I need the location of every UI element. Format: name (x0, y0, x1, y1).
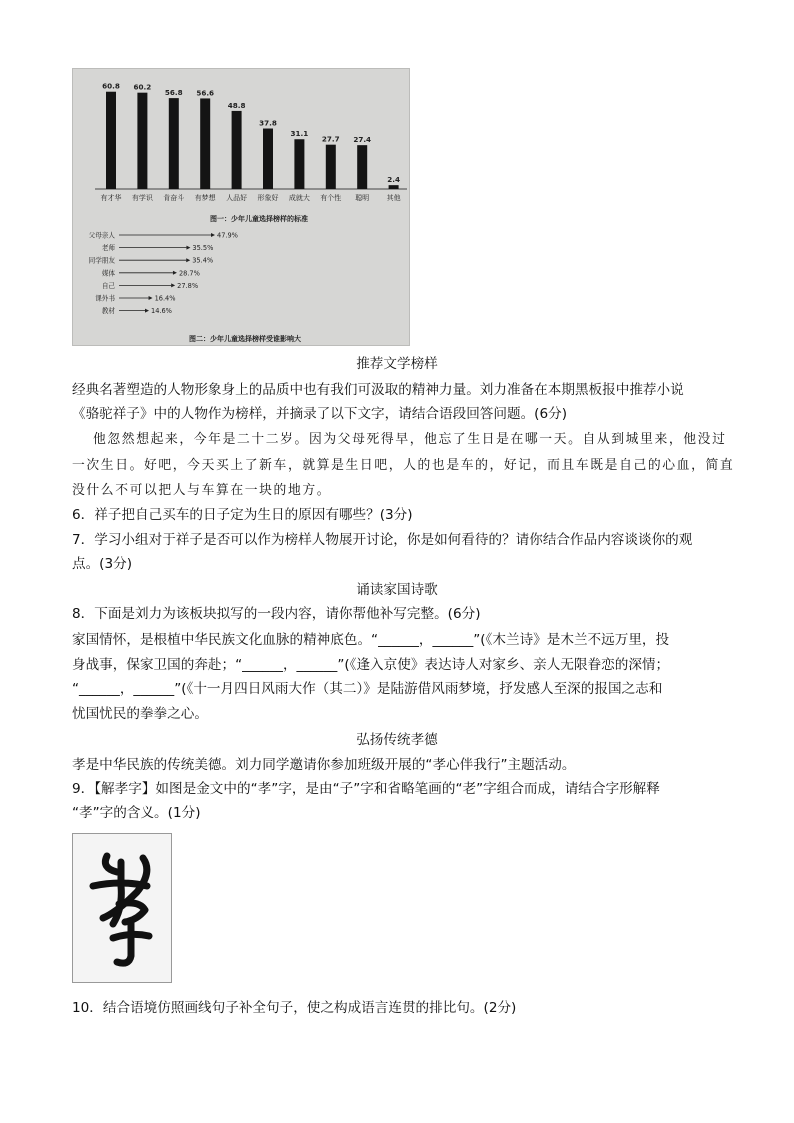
chart1-category-label: 有才华 (100, 194, 122, 202)
chart1-category-label: 其他 (386, 194, 401, 202)
poetry-paragraph-line-2: 身战事，保家卫国的奔赴；“______，______”(《逢入京使》表达诗人对家乡、亲人无限眷恋的深情； (72, 657, 670, 673)
chart-standards (95, 82, 407, 202)
chart1-value-label: 56.6 (196, 88, 215, 98)
bronze-xiao-character-image (72, 833, 172, 983)
question-6: 6．祥子把自己买车的日子定为生日的原因有哪些？(3分) (72, 507, 413, 523)
chart2-value-label: 35.4% (192, 256, 214, 265)
chart1-bar (169, 98, 179, 189)
chart-influences (89, 231, 238, 316)
intro-line-2: 《骆驼祥子》中的人物作为榜样，并摘录了以下文字，请结合语段回答问题。(6分) (72, 406, 568, 422)
quote-line-2: 一次生日。好吧，今天买上了新车，就算是生日吧，人的也是车的，好记，而且车既是自己的心血，简直 (72, 458, 735, 473)
chart1-value-label: 27.4 (353, 135, 372, 145)
chart2-category-label: 媒体 (101, 269, 115, 278)
chart1-category-label: 有梦想 (194, 194, 216, 202)
chart2-category-label: 课外书 (95, 294, 115, 303)
chart2-category-label: 教材 (101, 307, 115, 316)
chart2-category-label: 同学朋友 (88, 256, 115, 265)
chart2-value-label: 35.5% (192, 244, 214, 253)
chart2-arrow-head (186, 258, 190, 262)
survey-chart-photo (72, 68, 410, 346)
poetry-paragraph-line-3: “______，______”(《十一月四日风雨大作（其二）》是陆游借风雨梦境，抒发感人至深的报国之志和 (72, 681, 663, 697)
chart1-value-label: 60.2 (133, 82, 152, 92)
chart2-arrow-head (145, 309, 149, 313)
chart1-value-label: 56.8 (164, 88, 183, 98)
chart1-bar (232, 111, 242, 189)
chart1-value-label: 37.8 (259, 118, 277, 128)
chart1-bar (106, 92, 116, 189)
chart2-category-label: 自己 (101, 281, 115, 290)
question-7-line-1: 7．学习小组对于祥子是否可以作为榜样人物展开讨论，你是如何看待的？请你结合作品内容谈谈你的观 (72, 532, 693, 548)
chart2-value-label: 16.4% (154, 294, 176, 303)
chart1-value-label: 31.1 (290, 129, 309, 139)
chart2-category-label: 父母亲人 (88, 231, 115, 240)
chart2-value-label: 27.8% (177, 281, 199, 290)
chart1-value-label: 48.8 (227, 100, 246, 110)
chart1-bar (200, 98, 210, 189)
question-7-line-2: 点。(3分) (72, 556, 133, 572)
survey-charts (73, 69, 410, 346)
section-heading-literature: 推荐文学榜样 (356, 356, 438, 372)
chart1-category-label: 形象好 (257, 194, 279, 202)
chart1-bar (357, 145, 367, 189)
chart1-category-label: 肯奋斗 (163, 194, 185, 202)
chart2-arrow-head (173, 271, 177, 275)
chart1-value-label: 27.7 (321, 134, 340, 144)
chart2-value-label: 47.9% (217, 231, 238, 240)
chart2-value-label: 28.7% (178, 269, 200, 278)
chart1-title: 图一：少年儿童选择榜样的标准 (210, 215, 308, 223)
filial-intro: 孝是中华民族的传统美德。刘力同学邀请你参加班级开展的“孝心伴我行”主题活动。 (72, 757, 576, 773)
chart2-value-label: 14.6% (151, 307, 172, 316)
chart2-arrow-head (211, 233, 215, 237)
poetry-paragraph-line-4: 忧国忧民的拳拳之心。 (72, 706, 208, 722)
chart2-arrow-head (149, 296, 153, 300)
question-8: 8．下面是刘力为该板块拟写的一段内容，请你帮他补写完整。(6分) (72, 606, 481, 622)
chart1-bar (137, 93, 147, 189)
chart1-bar (326, 145, 336, 189)
chart2-title: 图二：少年儿童选择榜样受谁影响大 (189, 335, 301, 343)
chart2-arrow-head (186, 246, 190, 250)
chart1-category-label: 成就大 (288, 194, 310, 202)
chart1-category-label: 聪明 (355, 194, 370, 202)
poetry-paragraph-line-1: 家国情怀，是根植中华民族文化血脉的精神底色。“______，______”(《木兰诗》是木兰不远万里，投 (72, 632, 670, 648)
question-9-line-1: 9．【解孝字】如图是金文中的“孝”字，是由“子”字和省略笔画的“老”字组合而成，请结合字形解释 (72, 781, 660, 797)
section-heading-filial-piety: 弘扬传统孝德 (356, 732, 438, 748)
question-10: 10．结合语境仿照画线句子补全句子，使之构成语言连贯的排比句。(2分) (72, 1000, 517, 1016)
chart1-category-label: 人品好 (226, 194, 248, 202)
chart2-category-label: 老师 (101, 244, 115, 253)
quote-line-1: 他忽然想起来，今年是二十二岁。因为父母死得早，他忘了生日是在哪一天。自从到城里来，他没过 (93, 432, 727, 447)
chart1-value-label: 60.8 (102, 81, 120, 91)
section-heading-poetry: 诵读家国诗歌 (356, 582, 438, 598)
chart1-category-label: 有学识 (131, 194, 153, 202)
quote-line-3: 没什么不可以把人与车算在一块的地方。 (72, 483, 332, 498)
intro-line-1: 经典名著塑造的人物形象身上的品质中也有我们可汲取的精神力量。刘力准备在本期黑板报中推荐小说 (72, 382, 684, 398)
question-9-line-2: “孝”字的含义。(1分) (72, 805, 201, 821)
chart1-category-label: 有个性 (320, 194, 342, 202)
chart1-bar (263, 129, 273, 189)
chart1-value-label: 2.4 (387, 175, 400, 185)
chart1-bar (294, 139, 304, 189)
chart1-bar (389, 185, 399, 189)
chart2-arrow-head (171, 283, 175, 287)
